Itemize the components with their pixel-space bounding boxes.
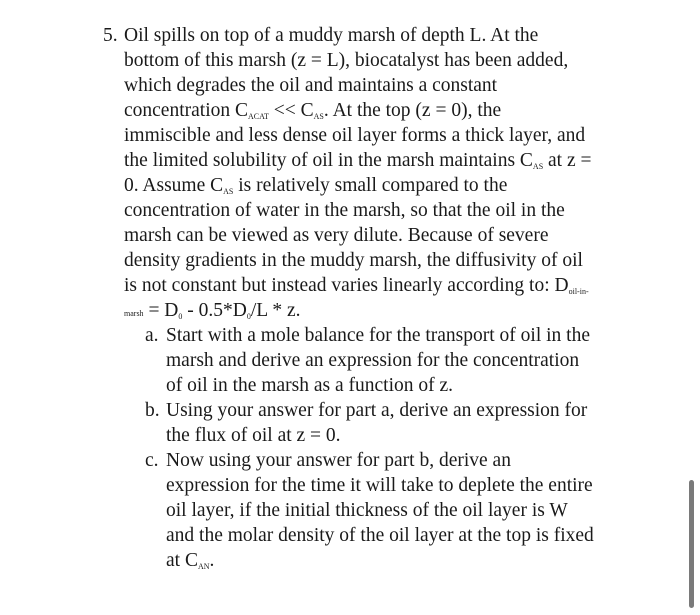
text: at z = <box>543 150 592 171</box>
part-a-line-2: marsh and derive an expression for the concentration <box>166 350 580 371</box>
text: . At the top (z = 0), the <box>323 100 502 121</box>
intro-line-1: Oil spills on top of a muddy marsh of depth L. At the <box>124 25 539 46</box>
subscript: AS <box>223 187 234 196</box>
subscript: ACAT <box>248 112 269 121</box>
text: the limited solubility of oil in the marsh maintains C <box>124 150 533 171</box>
intro-line-10: density gradients in the muddy marsh, the diffusivity of oil <box>124 250 583 271</box>
text: is relatively small compared to the <box>233 175 508 196</box>
subscript: 0 <box>178 312 183 321</box>
intro-line-9: marsh can be viewed as very dilute. Because of severe <box>124 225 549 246</box>
part-c-line-2: expression for the time it will take to deplete the entire <box>166 475 593 496</box>
part-c-line-4: and the molar density of the oil layer at the top is fixed <box>166 525 594 546</box>
intro-line-5: immiscible and less dense oil layer forms a thick layer, and <box>124 125 586 146</box>
intro-line-8: concentration of water in the marsh, so that the oil in the <box>124 200 565 221</box>
text: = D <box>143 300 179 321</box>
problem-number: 5. <box>103 25 118 46</box>
part-c-line-5 <box>166 549 214 579</box>
text: - 0.5*D <box>182 300 247 321</box>
subscript: AS <box>532 162 544 171</box>
text: 0. Assume C <box>124 175 224 196</box>
text: << C <box>268 100 314 121</box>
subscript-continuation: marsh <box>124 309 144 318</box>
part-b-line-2: the flux of oil at z = 0. <box>166 425 341 446</box>
text: concentration C <box>124 100 248 121</box>
intro-line-3: which degrades the oil and maintains a constant <box>124 75 498 96</box>
part-a-line-3: of oil in the marsh as a function of z. <box>166 375 454 396</box>
part-b-letter: b. <box>145 400 160 421</box>
text: /L * z. <box>250 300 301 321</box>
subscript: AN <box>197 562 210 571</box>
text: . <box>209 550 215 571</box>
part-c-line-3: oil layer, if the initial thickness of the oil layer is W <box>166 500 568 521</box>
subscript: AS <box>313 112 324 121</box>
intro-line-2: bottom of this marsh (z = L), biocatalyst has been added, <box>124 50 569 71</box>
part-c-line-1: Now using your answer for part b, derive an <box>166 450 511 471</box>
subscript: oil-in- <box>568 287 589 296</box>
subscript: 0 <box>246 312 251 321</box>
part-a-letter: a. <box>145 325 159 346</box>
part-a-line-1: Start with a mole balance for the transport of oil in the <box>166 325 591 346</box>
vertical-scrollbar-thumb[interactable] <box>689 480 694 608</box>
part-c-letter: c. <box>145 450 159 471</box>
part-b-line-1: Using your answer for part a, derive an expression for <box>166 400 588 421</box>
text: is not constant but instead varies linearly according to: D <box>124 275 569 296</box>
text: at C <box>166 550 198 571</box>
